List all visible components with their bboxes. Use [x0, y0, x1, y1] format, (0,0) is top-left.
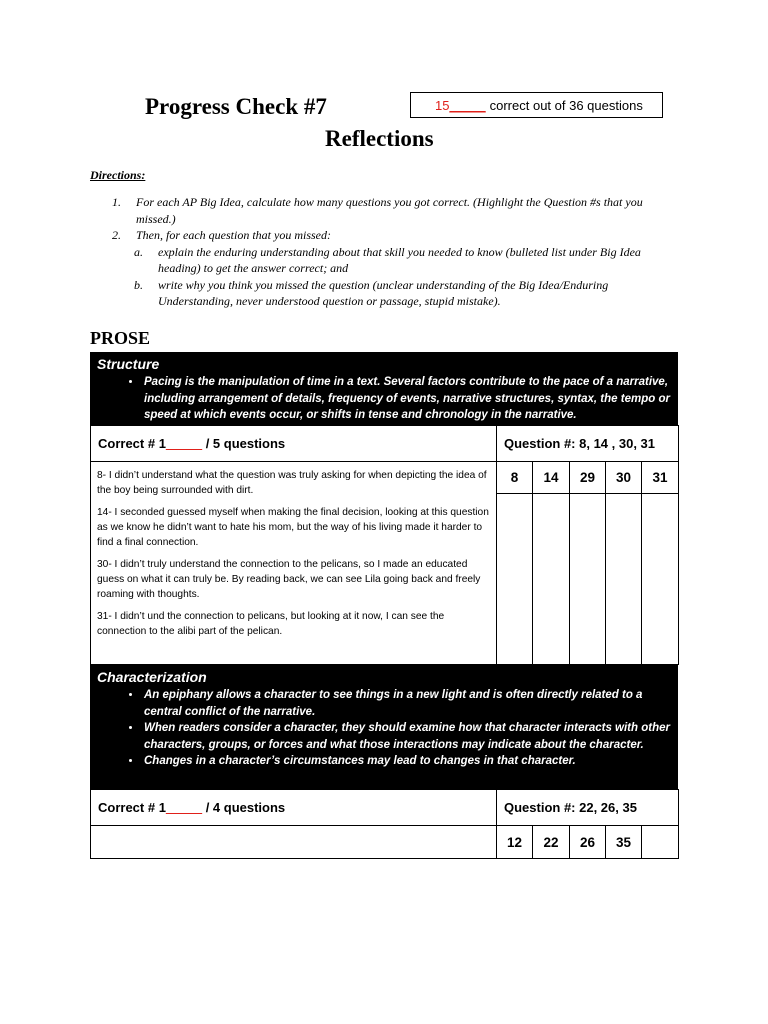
structure-notes [91, 462, 497, 665]
structure-question-label: Question #: 8, 14 , 30, 31 [497, 426, 679, 462]
structure-title: Structure [97, 356, 160, 372]
score-number: 15 [435, 97, 450, 113]
characterization-table [90, 789, 679, 859]
note-item: 8- I didn’t understand what the question was truly asking for when depicting the idea of the boy being surrounded with dirt. [97, 470, 487, 496]
question-number-cell: 31 [642, 462, 679, 494]
direction-subitem: a. explain the enduring understanding about that skill you needed to know (bulleted list under Big Idea heading) to get the answer correct; and [134, 244, 641, 275]
direction-item: 1. For each AP Big Idea, calculate how many questions you got correct. (Highlight the Question #s that you missed.) [112, 195, 643, 226]
bullet-item: • An epiphany allows a character to see things in a new light and is often directly related to a central conflict of the narrative. [142, 687, 678, 720]
empty-cell [570, 494, 606, 665]
question-number-cell: 35 [606, 826, 642, 859]
question-number-cell: 8 [497, 462, 533, 494]
direction-subitem: b. write why you think you missed the question (unclear understanding of the Big Idea/Enduring Understanding, never understood question or passage, stupid mistake). [134, 277, 609, 308]
directions-list [112, 194, 682, 310]
characterization-header-block [90, 665, 678, 790]
empty-cell [642, 494, 679, 665]
page-subtitle: Reflections [325, 126, 434, 151]
structure-table [90, 425, 679, 665]
characterization-question-label: Question #: 22, 26, 35 [497, 790, 679, 826]
score-box [410, 92, 663, 118]
bullet-item: • When readers consider a character, they should examine how that character interacts with other characters, groups, or forces and what those interactions may indicate about the character. [142, 720, 678, 753]
structure-correct-count: Correct # 1_____ / 5 questions [91, 426, 497, 462]
empty-cell [497, 494, 533, 665]
question-number-cell: 14 [533, 462, 570, 494]
characterization-title: Characterization [97, 669, 207, 685]
characterization-correct-count: Correct # 1_____ / 4 questions [91, 790, 497, 826]
section-heading: PROSE [90, 328, 151, 348]
page-title: Progress Check #7 [145, 94, 327, 119]
question-number-cell: 26 [570, 826, 606, 859]
note-item: 30- I didn’t truly understand the connection to the pelicans, so I made an educated guess on what it can truly be. By reading back, we can see Lila going back and freely roaming with thoughts. [97, 559, 481, 600]
bullet-item: • Changes in a character’s circumstances may lead to changes in that character. [142, 753, 678, 770]
bullet-item: • Pacing is the manipulation of time in a text. Several factors contribute to the pace of a narrative, including arrangement of details, frequency of events, narrative structures, syntax, the tempo or speed at which events occur, or shifts in tense and chronology in the narrative. [142, 374, 678, 424]
score-blank: _____ [449, 97, 486, 113]
note-item: 14- I seconded guessed myself when making the final decision, looking at this question as we know he didn’t want to hate his mom, but the way of his living made it harder to find a final connection. [97, 507, 489, 548]
question-number-cell: 22 [533, 826, 570, 859]
question-number-cell: 12 [497, 826, 533, 859]
score-text: correct out of 36 questions [489, 97, 643, 113]
structure-header-block [90, 352, 678, 426]
note-item: 31- I didn’t und the connection to pelicans, but looking at it now, I can see the connection to the alibi part of the pelican. [97, 611, 445, 637]
characterization-notes [91, 826, 497, 859]
empty-cell [533, 494, 570, 665]
directions-label: Directions: [90, 168, 146, 182]
direction-item: 2. Then, for each question that you missed: [112, 228, 331, 242]
characterization-bullets [90, 687, 678, 770]
structure-bullets [90, 374, 678, 424]
question-number-cell: 30 [606, 462, 642, 494]
question-number-cell [642, 826, 679, 859]
question-number-cell: 29 [570, 462, 606, 494]
empty-cell [606, 494, 642, 665]
